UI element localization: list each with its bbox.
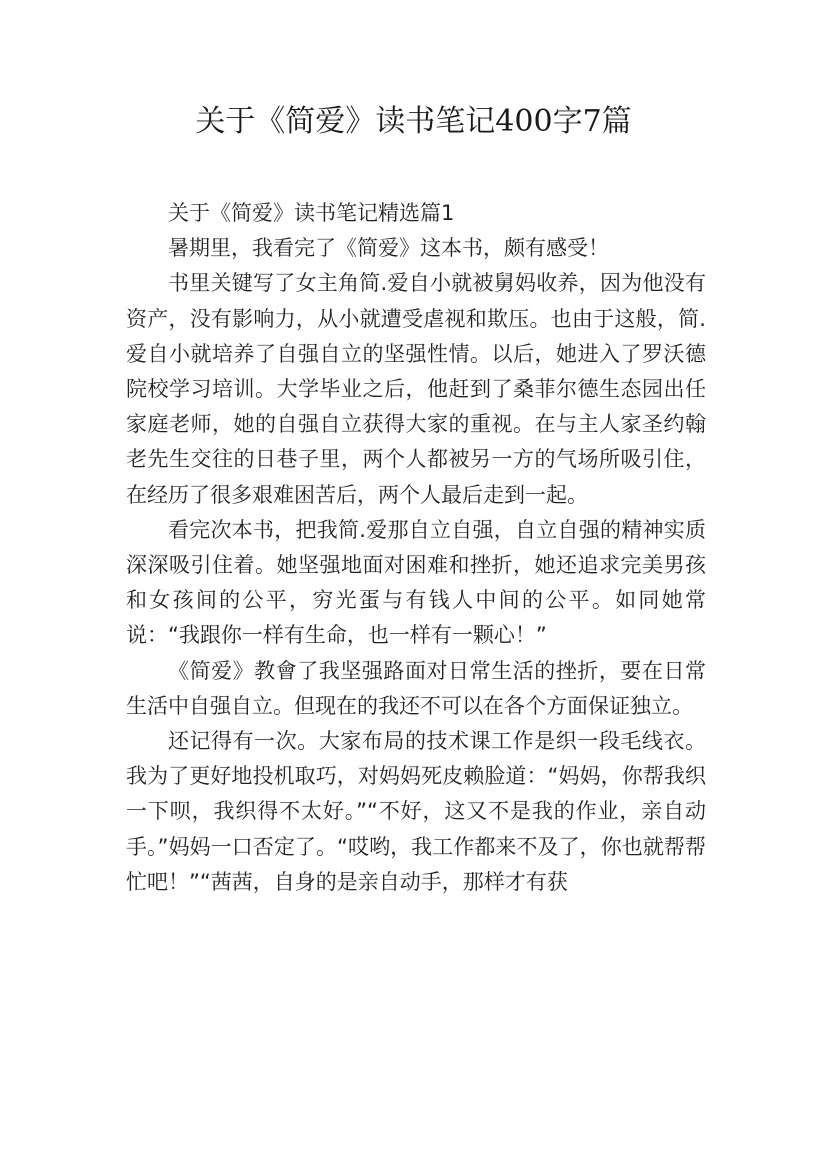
paragraph: 暑期里，我看完了《简爱》这本书，颇有感受！ <box>168 236 609 261</box>
section-heading: 关于《简爱》读书笔记精选篇1 <box>168 201 455 225</box>
paragraph: 书里关键写了女主角简.爱自小就被舅妈收养，因为他没有资产，没有影响力，从小就遭受虐视和欺压。也由于这般，简.爱自小就培养了自强自立的坚强性情。以后，她进入了罗沃德院校学习培训。大学毕业之后，他赶到了桑菲尔德生态园出任家庭老师，她的自强自立获得大家的重视。在与主人家圣约翰老先生交往的日巷子里，两个人都被另一方的气场所吸引住，在经历了很多艰难困苦后，两个人最后走到一起。 <box>126 271 706 507</box>
paragraph: 《简爱》教會了我坚强路面对日常生活的挫折，要在日常生活中自强自立。但现在的我还不可以在各个方面保证独立。 <box>126 658 706 718</box>
document-title: 关于《简爱》读书笔记400字7篇 <box>195 104 632 139</box>
document-body <box>126 196 706 900</box>
paragraph: 看完次本书，把我简.爱那自立自强，自立自强的精神实质深深吸引住着。她坚强地面对困难和挫折，她还追求完美男孩和女孩间的公平，穷光蛋与有钱人中间的公平。如同她常说：“我跟你一样有生命，也一样有一颗心！” <box>126 517 706 648</box>
paragraph: 还记得有一次。大家布局的技术课工作是织一段毛线衣。我为了更好地投机取巧，对妈妈死皮赖脸道：“妈妈，你帮我织一下呗，我织得不太好。”“不好，这又不是我的作业，亲自动手。”妈妈一口否定了。“哎哟，我工作都来不及了，你也就帮帮忙吧！”“茜茜，自身的是亲自动手，那样才有获 <box>126 729 706 894</box>
